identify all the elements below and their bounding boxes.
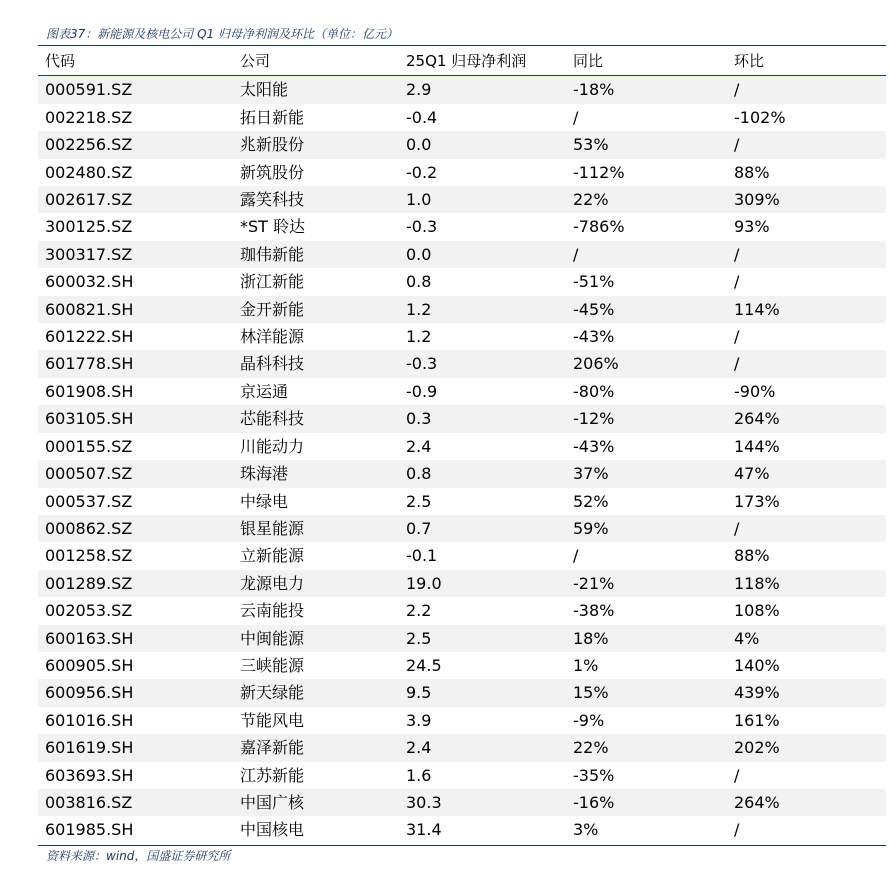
cell-yoy: / [566,241,727,268]
data-table [38,48,886,844]
cell-company: 中国广核 [233,789,399,816]
cell-yoy: -43% [566,433,727,460]
cell-net-profit: 0.7 [399,515,566,542]
cell-qoq: 114% [727,296,886,323]
table-row [38,789,886,816]
table-row [38,213,886,240]
cell-code: 000537.SZ [38,488,233,515]
cell-company: 龙源电力 [233,570,399,597]
cell-qoq: 118% [727,570,886,597]
cell-qoq: / [727,350,886,377]
cell-qoq: / [727,241,886,268]
cell-company: 新天绿能 [233,679,399,706]
cell-code: 603693.SH [38,762,233,789]
cell-yoy: 52% [566,488,727,515]
cell-qoq: / [727,816,886,843]
cell-qoq: 439% [727,679,886,706]
cell-yoy: -786% [566,213,727,240]
cell-qoq: 108% [727,597,886,624]
cell-qoq: 202% [727,734,886,761]
cell-company: 中国核电 [233,816,399,843]
cell-net-profit: 0.0 [399,241,566,268]
cell-net-profit: -0.3 [399,213,566,240]
cell-code: 000155.SZ [38,433,233,460]
cell-company: *ST 聆达 [233,213,399,240]
source-divider [38,845,886,846]
cell-qoq: 173% [727,488,886,515]
cell-code: 001258.SZ [38,542,233,569]
cell-company: 银星能源 [233,515,399,542]
caption-divider [38,45,886,46]
cell-net-profit: 30.3 [399,789,566,816]
cell-yoy: 18% [566,625,727,652]
cell-yoy: 22% [566,734,727,761]
cell-company: 川能动力 [233,433,399,460]
cell-company: 江苏新能 [233,762,399,789]
cell-code: 002053.SZ [38,597,233,624]
cell-code: 300125.SZ [38,213,233,240]
cell-code: 601016.SH [38,707,233,734]
table-row [38,241,886,268]
header-row [38,48,886,76]
cell-net-profit: 1.2 [399,296,566,323]
cell-net-profit: 3.9 [399,707,566,734]
cell-code: 600905.SH [38,652,233,679]
cell-yoy: -21% [566,570,727,597]
cell-company: 新筑股份 [233,159,399,186]
cell-qoq: / [727,76,886,104]
cell-company: 林洋能源 [233,323,399,350]
cell-net-profit: 2.2 [399,597,566,624]
cell-yoy: 53% [566,131,727,158]
cell-code: 601908.SH [38,378,233,405]
cell-code: 002480.SZ [38,159,233,186]
cell-code: 001289.SZ [38,570,233,597]
cell-net-profit: -0.3 [399,350,566,377]
cell-net-profit: 2.4 [399,734,566,761]
cell-company: 中绿电 [233,488,399,515]
cell-yoy: 37% [566,460,727,487]
cell-yoy: / [566,104,727,131]
table-row [38,625,886,652]
table-row [38,104,886,131]
table-row [38,378,886,405]
cell-qoq: / [727,515,886,542]
table-row [38,159,886,186]
cell-yoy: -16% [566,789,727,816]
cell-yoy: -80% [566,378,727,405]
cell-qoq: 144% [727,433,886,460]
cell-net-profit: 0.3 [399,405,566,432]
cell-code: 600821.SH [38,296,233,323]
table-row [38,76,886,104]
cell-yoy: 1% [566,652,727,679]
table-row [38,679,886,706]
source-note: 资料来源：wind，国盛证券研究所 [46,849,231,863]
cell-code: 300317.SZ [38,241,233,268]
table-row [38,323,886,350]
cell-company: 立新能源 [233,542,399,569]
header-code: 代码 [38,48,233,76]
table-row [38,296,886,323]
cell-yoy: 3% [566,816,727,843]
table-row [38,707,886,734]
cell-net-profit: 2.5 [399,488,566,515]
cell-net-profit: 0.8 [399,268,566,295]
table-row [38,542,886,569]
table-row [38,433,886,460]
header-qoq: 环比 [727,48,886,76]
cell-net-profit: 31.4 [399,816,566,843]
table-row [38,186,886,213]
cell-company: 太阳能 [233,76,399,104]
cell-code: 000591.SZ [38,76,233,104]
cell-company: 露笑科技 [233,186,399,213]
cell-net-profit: 1.6 [399,762,566,789]
cell-net-profit: 2.9 [399,76,566,104]
cell-yoy: -112% [566,159,727,186]
cell-net-profit: 9.5 [399,679,566,706]
cell-qoq: 93% [727,213,886,240]
cell-company: 云南能投 [233,597,399,624]
cell-company: 芯能科技 [233,405,399,432]
cell-yoy: 59% [566,515,727,542]
cell-net-profit: 0.8 [399,460,566,487]
cell-yoy: -38% [566,597,727,624]
cell-yoy: -12% [566,405,727,432]
cell-qoq: 264% [727,405,886,432]
header-yoy: 同比 [566,48,727,76]
cell-code: 003816.SZ [38,789,233,816]
cell-net-profit: -0.9 [399,378,566,405]
cell-code: 603105.SH [38,405,233,432]
table-row [38,762,886,789]
cell-qoq: 264% [727,789,886,816]
cell-code: 600163.SH [38,625,233,652]
cell-yoy: 15% [566,679,727,706]
table-row [38,816,886,843]
cell-qoq: 140% [727,652,886,679]
table-row [38,405,886,432]
cell-net-profit: 2.4 [399,433,566,460]
cell-yoy: 22% [566,186,727,213]
cell-qoq: / [727,762,886,789]
cell-qoq: 4% [727,625,886,652]
cell-code: 002617.SZ [38,186,233,213]
cell-company: 节能风电 [233,707,399,734]
cell-code: 601619.SH [38,734,233,761]
cell-code: 600956.SH [38,679,233,706]
table-row [38,597,886,624]
cell-yoy: -43% [566,323,727,350]
cell-qoq: 47% [727,460,886,487]
cell-net-profit: 1.2 [399,323,566,350]
table-body [38,76,886,844]
cell-qoq: -102% [727,104,886,131]
table-row [38,734,886,761]
cell-yoy: -18% [566,76,727,104]
table-row [38,131,886,158]
table-row [38,488,886,515]
cell-yoy: / [566,542,727,569]
cell-company: 晶科科技 [233,350,399,377]
cell-company: 三峡能源 [233,652,399,679]
cell-company: 嘉泽新能 [233,734,399,761]
cell-company: 珈伟新能 [233,241,399,268]
cell-company: 中闽能源 [233,625,399,652]
cell-net-profit: 19.0 [399,570,566,597]
cell-qoq: 309% [727,186,886,213]
cell-company: 浙江新能 [233,268,399,295]
cell-net-profit: 24.5 [399,652,566,679]
cell-net-profit: 2.5 [399,625,566,652]
cell-qoq: -90% [727,378,886,405]
cell-qoq: / [727,323,886,350]
header-net-profit: 25Q1 归母净利润 [399,48,566,76]
table-row [38,350,886,377]
cell-yoy: -9% [566,707,727,734]
cell-yoy: 206% [566,350,727,377]
table-row [38,460,886,487]
cell-code: 601222.SH [38,323,233,350]
cell-company: 兆新股份 [233,131,399,158]
cell-net-profit: -0.4 [399,104,566,131]
cell-qoq: 88% [727,542,886,569]
cell-yoy: -45% [566,296,727,323]
cell-code: 601778.SH [38,350,233,377]
cell-company: 珠海港 [233,460,399,487]
cell-qoq: 88% [727,159,886,186]
cell-code: 002218.SZ [38,104,233,131]
cell-company: 金开新能 [233,296,399,323]
table-row [38,570,886,597]
cell-code: 000862.SZ [38,515,233,542]
cell-qoq: / [727,268,886,295]
cell-net-profit: 0.0 [399,131,566,158]
table-row [38,515,886,542]
cell-code: 000507.SZ [38,460,233,487]
table-caption: 图表37：新能源及核电公司 Q1 归母净利润及环比（单位：亿元） [46,27,398,41]
table-row [38,268,886,295]
cell-net-profit: -0.2 [399,159,566,186]
cell-company: 京运通 [233,378,399,405]
cell-yoy: -35% [566,762,727,789]
cell-qoq: / [727,131,886,158]
table-row [38,652,886,679]
cell-net-profit: -0.1 [399,542,566,569]
cell-company: 拓日新能 [233,104,399,131]
cell-code: 601985.SH [38,816,233,843]
cell-code: 002256.SZ [38,131,233,158]
header-company: 公司 [233,48,399,76]
cell-qoq: 161% [727,707,886,734]
cell-code: 600032.SH [38,268,233,295]
cell-net-profit: 1.0 [399,186,566,213]
cell-yoy: -51% [566,268,727,295]
